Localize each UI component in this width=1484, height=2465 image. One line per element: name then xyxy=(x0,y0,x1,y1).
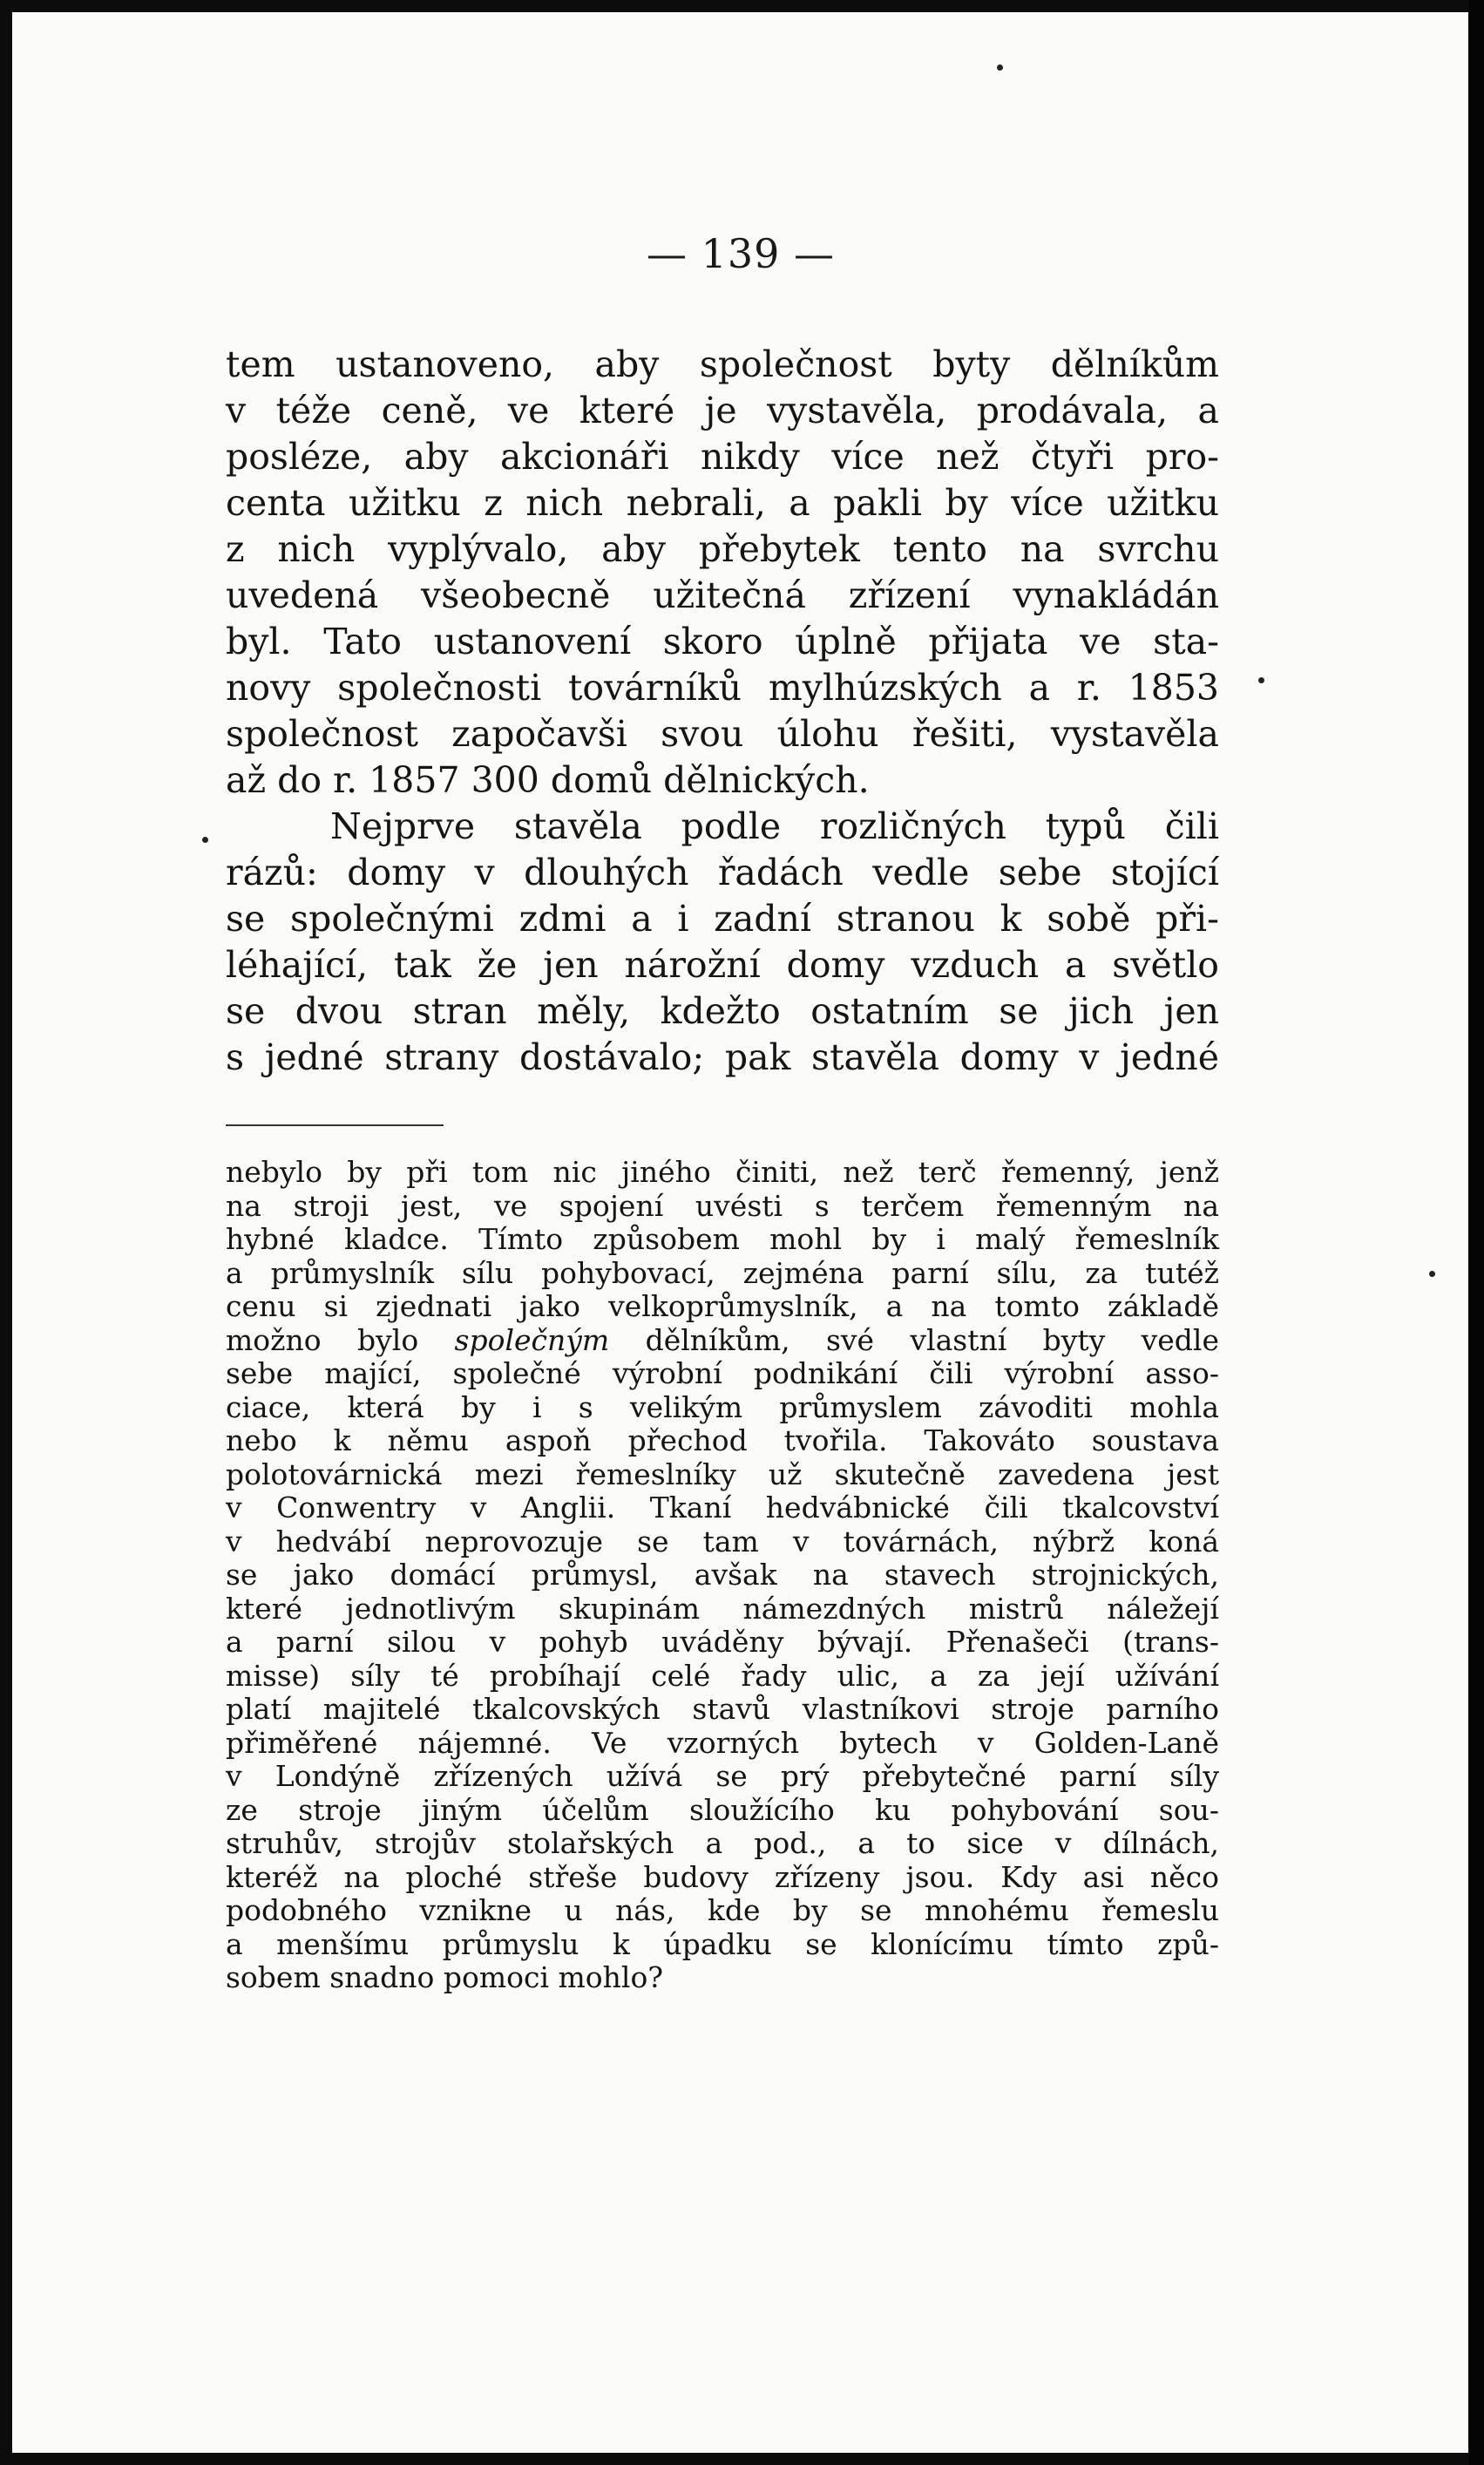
scan-border xyxy=(1468,0,1484,2465)
paragraph-start-line: Nejprve stavěla podle rozličných typů čili xyxy=(330,805,1219,847)
footnote-line: polotovárnická mezi řemeslníky už skutečně zavedena jest xyxy=(226,1457,1219,1491)
footnote-text: dělníkům, své vlastní byty vedle xyxy=(645,1322,1219,1357)
text-line: léhající, tak že jen nárožní domy vzduch a světlo xyxy=(226,944,1219,986)
footnote-line: ze stroje jiným účelům sloužícího ku pohybování sou- xyxy=(226,1792,1219,1827)
footnote-line: přiměřené nájemné. Ve vzorných bytech v Golden-Laně xyxy=(226,1725,1219,1760)
scan-speck xyxy=(202,837,208,843)
footnote-divider xyxy=(226,1124,444,1126)
footnote-line: nebylo by při tom nic jiného činiti, než terč řemenný, jenž xyxy=(226,1155,1219,1189)
page-number: — 139 — xyxy=(646,230,836,277)
text-line: posléze, aby akcionáři nikdy více než čtyři pro- xyxy=(226,436,1219,478)
footnote-text: možno bylo xyxy=(226,1322,419,1357)
italic-emphasis: společným xyxy=(454,1322,610,1357)
scan-speck xyxy=(997,65,1003,71)
text-line: tem ustanoveno, aby společnost byty dělníkům xyxy=(226,343,1219,385)
footnote-line: ciace, která by i s velikým průmyslem závoditi mohla xyxy=(226,1389,1219,1424)
footnote-line: platí majitelé tkalcovských stavů vlastníkovi stroje parního xyxy=(226,1692,1219,1726)
footnote-line: v Londýně zřízených užívá se prý přebytečné parní síly xyxy=(226,1759,1219,1793)
footnote-line: sebe mající, společné výrobní podnikání čili výrobní asso- xyxy=(226,1356,1219,1390)
footnote-line: hybné kladce. Tímto způsobem mohl by i malý řemeslník xyxy=(226,1222,1219,1256)
text-line: novy společnosti továrníků mylhúzských a r. 1853 xyxy=(226,667,1219,709)
footnote-line: nebo k němu aspoň přechod tvořila. Takováto soustava xyxy=(226,1423,1219,1457)
footnote-line: a parní silou v pohyb uváděny bývají. Přenašeči (trans- xyxy=(226,1625,1219,1659)
footnote xyxy=(226,1156,1219,1995)
footnote-line: cenu si zjednati jako velkoprůmyslník, a na tomto základě xyxy=(226,1289,1219,1323)
text-line: byl. Tato ustanovení skoro úplně přijata ve sta- xyxy=(226,621,1219,662)
footnote-line xyxy=(226,1324,1219,1358)
book-page xyxy=(12,12,1469,2453)
footnote-line: na stroji jest, ve spojení uvésti s terčem řemenným na xyxy=(226,1188,1219,1223)
text-line: v téže ceně, ve které je vystavěla, prodávala, a xyxy=(226,390,1219,431)
text-line: až do r. 1857 300 domů dělnických. xyxy=(226,759,870,801)
footnote-line: a průmyslník sílu pohybovací, zejména parní sílu, za tutéž xyxy=(226,1255,1219,1290)
text-line: se dvou stran měly, kdežto ostatním se jich jen xyxy=(226,990,1219,1032)
footnote-line: které jednotlivým skupinám námezdných mistrů náležejí xyxy=(226,1591,1219,1626)
footnote-line: se jako domácí průmysl, avšak na stavech strojnických, xyxy=(226,1558,1219,1592)
footnote-line: v Conwentry v Anglii. Tkaní hedvábnické čili tkalcovství xyxy=(226,1491,1219,1524)
footnote-line: v hedvábí neprovozuje se tam v továrnách, nýbrž koná xyxy=(226,1524,1219,1558)
footnote-line: podobného vznikne u nás, kde by se mnohému řemeslu xyxy=(226,1893,1219,1927)
footnote-line: misse) síly té probíhají celé řady ulic, a za její užívání xyxy=(226,1658,1219,1693)
scan-speck xyxy=(1429,1271,1435,1277)
text-line: centa užitku z nich nebrali, a pakli by více užitku xyxy=(226,482,1219,524)
footnote-line: a menšímu průmyslu k úpadku se klonícímu tímto způ- xyxy=(226,1926,1219,1961)
text-line: se společnými zdmi a i zadní stranou k sobě při- xyxy=(226,898,1219,940)
text-line: z nich vyplývalo, aby přebytek tento na svrchu xyxy=(226,528,1219,570)
text-line: uvedená všeobecně užitečná zřízení vynakládán xyxy=(226,574,1219,616)
footnote-line: sobem snadno pomoci mohlo? xyxy=(226,1960,664,1994)
footnote-line: kteréž na ploché střeše budovy zřízeny jsou. Kdy asi něco xyxy=(226,1859,1219,1894)
text-line: společnost započavši svou úlohu řešiti, vystavěla xyxy=(226,713,1219,755)
text-line: rázů: domy v dlouhých řadách vedle sebe stojící xyxy=(226,852,1219,893)
main-text xyxy=(226,342,1219,1081)
scan-speck xyxy=(1258,677,1264,683)
text-line: s jedné strany dostávalo; pak stavěla domy v jedné xyxy=(226,1036,1219,1078)
footnote-line: struhův, strojův stolařských a pod., a to sice v dílnách, xyxy=(226,1826,1219,1860)
